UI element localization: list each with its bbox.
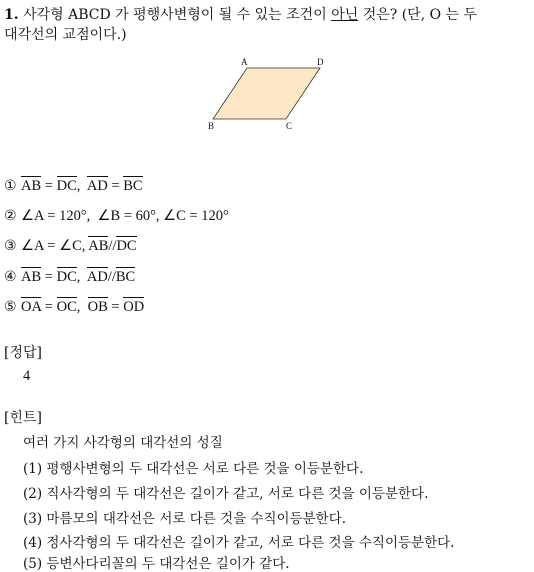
hint-item: (1) 평행사변형의 두 대각선은 서로 다른 것을 이등분한다. [23, 461, 364, 477]
math-text: ∠A = ∠C, [21, 238, 89, 254]
choice-2[interactable] [4, 208, 229, 225]
choice-mark: ④ [4, 269, 17, 285]
choice-3[interactable] [4, 238, 137, 255]
vertex-label-c: C [286, 121, 293, 131]
choice-expression [21, 267, 135, 285]
question-text-tail: 것은? (단, O 는 두 [358, 7, 478, 23]
segment-overline: DC [56, 269, 77, 285]
segment-overline: OC [56, 299, 77, 315]
choice-mark: ③ [4, 238, 17, 254]
question-line-2: 대각선의 교점이다.) [4, 27, 127, 43]
math-text: = [41, 269, 57, 285]
segment-overline: OB [87, 299, 108, 315]
hint-item: (4) 정사각형의 두 대각선은 길이가 같고, 서로 다른 것을 수직이등분한다. [23, 535, 455, 551]
answer-value: 4 [23, 368, 31, 384]
choice-expression [21, 176, 143, 194]
hint-item: (3) 마름모의 대각선은 서로 다른 것을 수직이등분한다. [23, 511, 347, 527]
math-text: // [108, 238, 117, 254]
hint-item: (5) 등변사다리꼴의 두 대각선은 길이가 같다. [23, 556, 290, 572]
math-text: ∠A = 120°, ∠B = 60°, ∠C = 120° [21, 208, 229, 224]
segment-overline: AB [21, 178, 42, 194]
math-text: // [107, 269, 116, 285]
choice-mark: ② [4, 208, 17, 224]
choice-mark: ⑤ [4, 299, 17, 315]
segment-overline: AD [86, 269, 108, 285]
math-text: , [76, 178, 87, 194]
hint-item: (2) 직사각형의 두 대각선은 길이가 같고, 서로 다른 것을 이등분한다. [23, 486, 429, 502]
math-text: = [41, 299, 57, 315]
segment-overline: AB [21, 269, 42, 285]
choice-expression [21, 208, 229, 224]
vertex-label-a: A [241, 57, 248, 67]
segment-overline: OD [123, 299, 145, 315]
segment-overline: BC [115, 269, 136, 285]
segment-overline: AD [86, 178, 108, 194]
segment-overline: BC [123, 178, 143, 194]
choice-1[interactable] [4, 178, 143, 195]
question-line-1 [4, 4, 477, 24]
hint-heading: [힌트] [4, 410, 42, 426]
segment-overline: AB [88, 238, 109, 254]
math-text: = [107, 299, 124, 315]
parallelogram-shape [213, 68, 320, 119]
vertex-label-d: D [317, 57, 324, 67]
segment-overline: DC [116, 238, 137, 254]
question-text: 사각형 ABCD 가 평행사변형이 될 수 있는 조건이 [18, 7, 332, 23]
math-text: = [107, 178, 124, 194]
vertex-label-b: B [208, 121, 215, 131]
choice-4[interactable] [4, 269, 135, 286]
segment-overline: OA [21, 299, 42, 315]
math-text: , [76, 299, 88, 315]
hint-title: 여러 가지 사각형의 대각선의 성질 [23, 435, 223, 451]
math-text: , [76, 269, 87, 285]
choice-5[interactable] [4, 299, 144, 316]
math-text: = [41, 178, 57, 194]
segment-overline: DC [56, 178, 77, 194]
choice-expression [21, 297, 144, 315]
answer-heading: [정답] [4, 345, 42, 361]
question-number: 1. [4, 7, 19, 23]
parallelogram-figure [200, 55, 335, 135]
question-emphasis: 아닌 [331, 7, 359, 23]
choice-expression [21, 236, 137, 254]
choice-mark: ① [4, 178, 17, 194]
